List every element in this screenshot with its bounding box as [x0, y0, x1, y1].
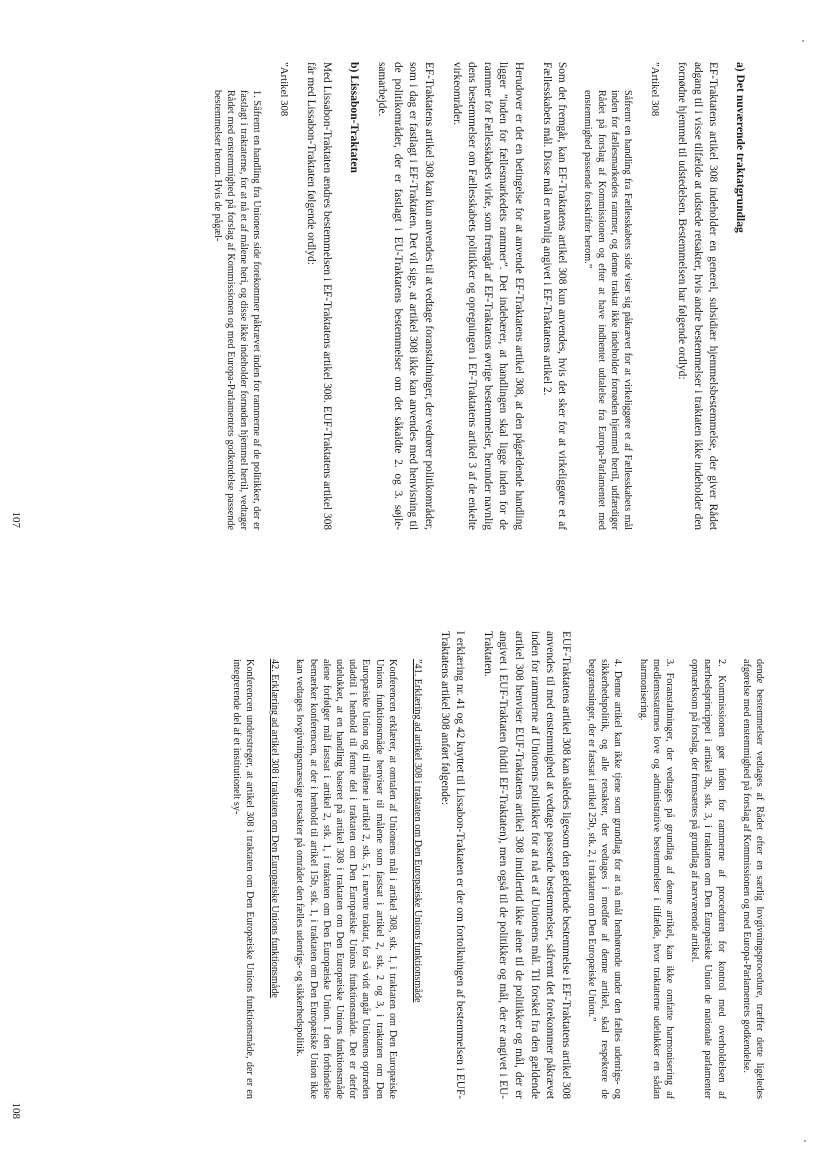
- quote-text: 2. Kommissionen gør inden for rammerne af proceduren for kontrol med overholdelsen af nærhedsprincippet i artikel 3b, stk. 3, i traktaten om Den Europæiske Union de nationale parlamenter opmærksom på forslag, der fremsættes på grundlag af nærværende artikel.: [689, 659, 727, 1099]
- quote-text: 4. Denne artikel kan ikke tjene som grundlag for at nå mål henhørende under den fælles udenrigs- og sikkerhedspolitik, og alle retsakter, der vedtages i medfør af denne artikel, skal respektere de begrænsninger, der er fastsat i artikel 25b, stk. 2, i traktaten om Den Europæiske Union.”: [585, 659, 624, 1099]
- quote-title: ”Artikel 308: [277, 62, 290, 117]
- declaration-title: 42. Erklæring ad artikel 308 i traktaten om Den Europæiske Unions funktionsmåde: [269, 659, 281, 998]
- paragraph: Som det fremgår, kan EF-Traktatens artikel 308 kun anvendes, hvis det sker for at virkeliggøre et af Fællesskabets mål. Disse mål er navnlig angivet i EF-Traktatens artikel 2.: [540, 62, 569, 530]
- right-column: [218, 631, 766, 1099]
- left-column: [199, 62, 749, 530]
- quote-title: ”Artikel 308: [648, 62, 661, 117]
- section-heading-b: b) Lissabon-Traktaten: [347, 62, 361, 173]
- page-108: [0, 585, 826, 1169]
- declaration-title: ”41. Erklæring ad artikel 308 i traktaten om Den Europæiske Unions funktionsmåde: [412, 659, 424, 1003]
- paragraph: Herudover er det en betingelse for at anvende EF-Traktatens artikel 308, at den pågældende handling ligger ”inden for fællesmarkedets rammer”. Det indebærer, at handlingen skal ligge inden for de rammer for Fællesskabets virke, som fremgår af EF-Traktatens øvrige bestemmelser, herunder navnlig dens bestemmelser om Fællesskabets politikker og opregningen i EF-Traktatens artikel 3 af de enkelte virkeområder.: [450, 62, 526, 530]
- quote-text: 3. Foranstaltninger, der vedtages på grundlag af denne artikel, kan ikke omfatte harmonisering af medlemsstaternes love og administrative bestemmelser i tilfælde, hvor traktaterne udelukker en sådan harmonisering.: [637, 659, 675, 1099]
- scan-speck: [804, 1140, 806, 1142]
- quote-text: Såfremt en handling fra Fællesskabets side viser sig påkrævet for at virkeliggøre et af Fællesskabets mål inden for fællesmarkedets rammer, og denne traktat ikke indeholder fornøden hjemmel hertil, udfærdiger Rådet på forslag af Kommissionen og efter at have indhentet udtalelse fra Europa-Parlamentet med enstemmighed passende forskrifter herom.”: [582, 90, 634, 530]
- paragraph: EF-Traktatens artikel 308 kan kun anvendes til at vedtage foranstaltninger, der vedrører politikområder, som i dag er fastlagt i EF-Traktaten. Det vil sige, at artikel 308 ikke kan anvendes med henvisning til de politikområder, der er fastlagt i EU-Traktatens bestemmelser om det såkaldte 2. og 3. søjle-samarbejde.: [376, 62, 436, 530]
- paragraph: EF-Traktatens artikel 308 indeholder en generel, subsidiær hjemmelsbestemmelse, der giver Rådet adgang til i visse tilfælde at udstede retsakter, hvis andre bestemmelser i traktaten ikke indeholder den fornødne hjemmel til udstedelsen. Bestemmelsen har følgende ordlyd:: [676, 62, 720, 530]
- paragraph: Med Lissabon-Traktaten ændres bestemmelsen i EF-Traktatens artikel 308. EUF-Traktatens artikel 308 får med Lissabon-Traktaten følgende ordlyd:: [305, 62, 334, 530]
- declaration-text: Konferencen erklærer, at omtalen af Unionens mål i artikel 308, stk. 1, i traktaten om Den Europæiske Unions funktionsmåde henviser til målene som fastsat i artikel 2, stk. 2 og 3, i traktaten om Den Europæiske Union og til målene i artikel 2, stk. 5, i nævnte traktat, for så vidt angår Unionens optræden udadtil i henhold til femte del i traktaten om Den Europæiske Unions funktionsmåde. Det er derfor udelukket, at en handling baseret på artikel 308 i traktaten om Den Europæiske Unions funktionsmåde alene forfølger mål fastsat i artikel 2, stk. 1, i traktaten om Den Europæiske Union. I den forbindelse bemærker konferencen, at der i henhold til artikel 15b, stk. 1, i traktaten om Den Europæiske Union ikke kan vedtages lovgivningsmæssige retsakter på området den fælles udenrigs- og sikkerhedspolitik.: [294, 659, 398, 1099]
- quote-text: dende bestemmelser vedtages af Rådet efter en særlig lovgivningsprocedure, træffer dette ligeledes afgørelse med enstemmighed på forslag af Kommissionen og med Europa-Parlamentets godkendelse.: [740, 659, 765, 1099]
- declaration-text: Konferencen understreger, at artikel 308 i traktaten om Den Europæiske Unions funktionsmåde, der er en integrerende del af et institutionelt sy-: [230, 659, 255, 1099]
- page-number: 108: [10, 1102, 22, 1119]
- scan-speck: [802, 40, 804, 42]
- quote-text: 1. Såfremt en handling fra Unionens side forekommer påkrævet inden for rammerne af de politikker, der er fastlagt i traktaterne, for at nå et af målene heri, og disse ikke indeholder fornøden hjemmel hertil, vedtager Rådet med enstemmighed på forslag af Kommissionen og med Europa-Parlamentets godkendelse passende bestemmelser herom. Hvis de pågæl-: [211, 90, 263, 530]
- page-107: [0, 0, 826, 584]
- paragraph: I erklæring nr. 41 og 42 knyttet til Lissabon-Traktaten er der om fortolkningen af bestemmelsen i EUF-Traktatens artikel 308 anført følgende:: [438, 631, 467, 1099]
- page-number: 107: [10, 511, 22, 528]
- section-heading-a: a) Det nuværende traktatgrundlag: [734, 62, 747, 233]
- paragraph: EUF-Traktatens artikel 308 kan således ligesom den gældende bestemmelse i EF-Traktatens artikel 308 anvendes til med enstemmighed at vedtage passende bestemmelser, såfremt det forekommer påkrævet inden for rammerne af Unionens politikker for at nå et af Unionens mål. Til forskel fra den gældende artikel 308 henviser EUF-Traktatens artikel 308 imidlertid ikke alene til de politikker og mål, der er angivet i EUF-Traktaten (hidtil EF-Traktaten), men også til de politikker og mål, der er angivet i EU-Traktaten.: [481, 631, 572, 1099]
